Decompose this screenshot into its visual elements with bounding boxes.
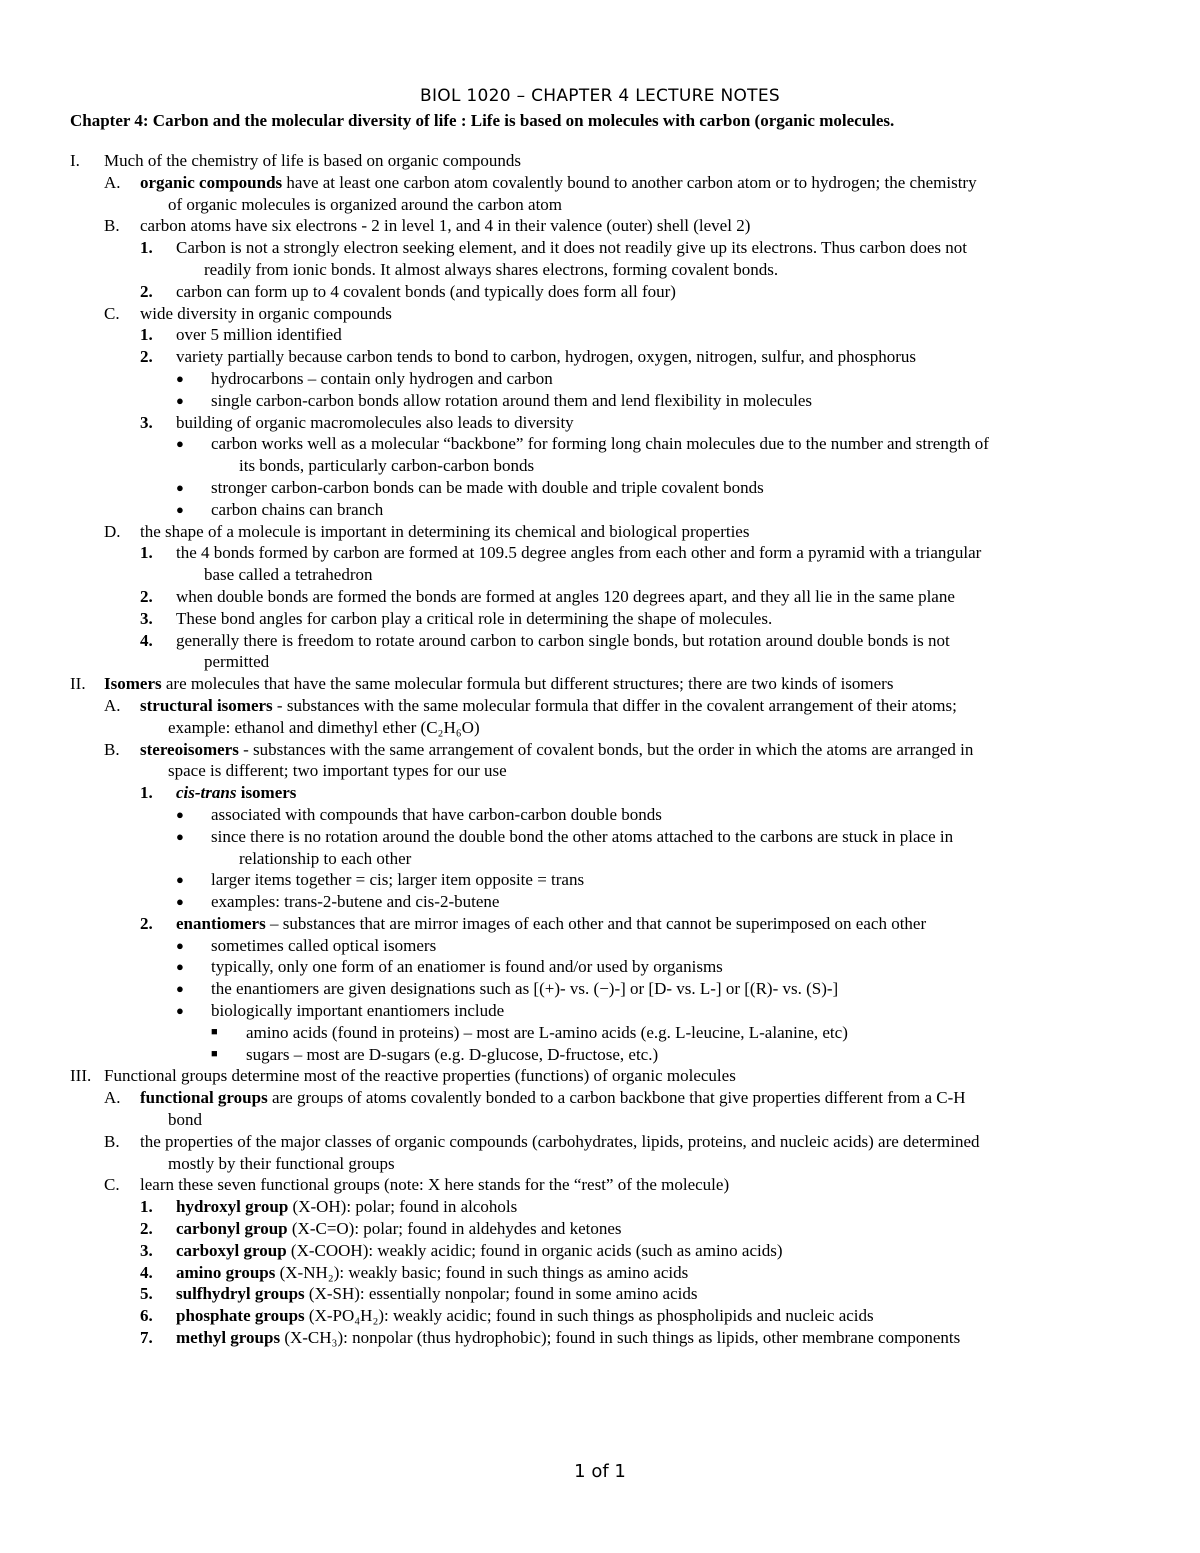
outline-text: Carbon is not a strongly electron seeking element, and it does not readily give up its electrons. Thus carbon does not [176,238,967,258]
outline-marker: ● [176,872,184,888]
outline-text: base called a tetrahedron [204,565,373,585]
outline-marker: 1. [140,783,153,803]
outline-line-continuation [0,455,1200,477]
outline-marker: A. [104,1088,121,1108]
outline-marker: 3. [140,608,153,628]
outline-text: example: ethanol and dimethyl ether (C₂H₆O) [168,717,480,737]
outline-item [0,1283,1200,1305]
outline-marker: C. [104,303,120,323]
outline-text: carbon atoms have six electrons - 2 in level 1, and 4 in their valence (outer) shell (level 2) [140,216,751,236]
outline-item [0,1174,1200,1196]
outline-marker: ● [176,981,184,997]
outline-item [0,1022,1200,1044]
outline-marker: 2. [140,281,153,301]
outline-marker: ● [176,1003,184,1019]
outline-marker: ● [176,501,184,517]
outline-item [0,477,1200,499]
outline-item [0,1262,1200,1284]
outline-item [0,281,1200,303]
term-bold: structural isomers [140,695,273,715]
outline-item [0,1240,1200,1262]
outline-item [0,412,1200,434]
term-bold: Isomers [104,674,162,694]
page-number: 1 of 1 [574,1461,626,1482]
outline-text: bond [168,1110,202,1130]
outline-text: associated with compounds that have carbon-carbon double bonds [211,804,662,824]
outline-text: stereoisomers - substances with the same arrangement of covalent bonds, but the order in which the atoms are arranged in [140,739,974,759]
outline-marker: B. [104,739,120,759]
term-bold: carbonyl group [176,1219,288,1239]
outline-item [0,1131,1200,1153]
outline-text: carbon chains can branch [211,499,384,519]
outline-text: biologically important enantiomers include [211,1001,505,1021]
outline-text: space is different; two important types for our use [168,761,507,781]
outline-item [0,956,1200,978]
outline-text: cis-trans isomers [176,783,297,803]
outline-marker: 6. [140,1306,153,1326]
outline-item [0,499,1200,521]
outline-item [0,695,1200,717]
outline-item [0,1327,1200,1349]
term-bold: stereoisomers [140,739,239,759]
outline-item [0,739,1200,761]
outline-item [0,172,1200,194]
outline-item [0,303,1200,325]
outline-text: functional groups are groups of atoms covalently bonded to a carbon backbone that give properties different from a C-H [140,1088,966,1108]
outline-marker: ● [176,479,184,495]
outline-marker: 3. [140,412,153,432]
term-bold: isomers [236,783,297,803]
outline-marker: C. [104,1175,120,1195]
outline-text: phosphate groups (X-PO₄H₂): weakly acidic; found in such things as phospholipids and nucleic acids [176,1306,874,1326]
outline-item [0,673,1200,695]
outline-marker: D. [104,521,121,541]
outline-text: carboxyl group (X-COOH): weakly acidic; found in organic acids (such as amino acids) [176,1240,783,1260]
outline-text: wide diversity in organic compounds [140,303,392,323]
term-bold: sulfhydryl groups [176,1284,305,1304]
outline-line-continuation [0,564,1200,586]
term-bold: phosphate groups [176,1306,305,1326]
outline-item [0,804,1200,826]
outline-text: methyl groups (X-CH₃): nonpolar (thus hydrophobic); found in such things as lipids, other membrane components [176,1328,961,1348]
outline-text: the shape of a molecule is important in determining its chemical and biological properties [140,521,750,541]
lecture-outline [0,150,1200,1349]
outline-item [0,150,1200,172]
outline-line-continuation [0,651,1200,673]
term-bold: amino groups [176,1262,276,1282]
outline-marker: III. [70,1066,92,1086]
outline-text: amino acids (found in proteins) – most are L-amino acids (e.g. L-leucine, L-alanine, etc) [246,1022,848,1042]
outline-line-continuation [0,760,1200,782]
outline-text: building of organic macromolecules also leads to diversity [176,412,574,432]
outline-text: carbon works well as a molecular “backbone” for forming long chain molecules due to the number and strength of [211,434,989,454]
term-bold: functional groups [140,1088,268,1108]
outline-marker: II. [70,674,86,694]
outline-text: organic compounds have at least one carbon atom covalently bound to another carbon atom or to hydrogen; the chemistry [140,172,977,192]
outline-text: Much of the chemistry of life is based on organic compounds [104,151,522,170]
outline-text: Functional groups determine most of the reactive properties (functions) of organic molecules [104,1066,736,1086]
outline-text: variety partially because carbon tends to bond to carbon, hydrogen, oxygen, nitrogen, sulfur, and phosphorus [176,347,917,367]
term-bold: enantiomers [176,913,266,933]
outline-item [0,891,1200,913]
outline-text: relationship to each other [239,848,412,868]
outline-text: sulfhydryl groups (X-SH): essentially nonpolar; found in some amino acids [176,1284,698,1304]
outline-text: enantiomers – substances that are mirror images of each other and that cannot be superimposed on each other [176,913,927,933]
outline-item [0,913,1200,935]
outline-marker: 1. [140,325,153,345]
outline-marker: A. [104,695,121,715]
outline-text: learn these seven functional groups (note: X here stands for the “rest” of the molecule) [140,1175,730,1195]
outline-line-continuation [0,1109,1200,1131]
outline-text: the 4 bonds formed by carbon are formed at 109.5 degree angles from each other and form a pyramid with a triangular [176,543,982,563]
outline-marker: A. [104,172,121,192]
outline-item [0,368,1200,390]
outline-item [0,433,1200,455]
outline-text: typically, only one form of an enatiomer is found and/or used by organisms [211,957,723,977]
outline-marker: ● [176,937,184,953]
outline-text: single carbon-carbon bonds allow rotation around them and lend flexibility in molecules [211,390,812,410]
outline-marker: ● [176,894,184,910]
outline-text: generally there is freedom to rotate around carbon to carbon single bonds, but rotation around double bonds is not [176,630,950,650]
outline-marker: 4. [140,1262,153,1282]
outline-marker: 2. [140,347,153,367]
outline-text: carbon can form up to 4 covalent bonds (and typically does form all four) [176,281,676,301]
outline-marker: 7. [140,1328,153,1348]
outline-marker: ● [176,392,184,408]
outline-item [0,782,1200,804]
outline-item [0,215,1200,237]
outline-item [0,1087,1200,1109]
term-bold: carboxyl group [176,1240,287,1260]
outline-item [0,1065,1200,1087]
outline-text: the enantiomers are given designations such as [(+)- vs. (−)-] or [D- vs. L-] or [(R)- vs. (S)-] [211,979,839,999]
outline-item [0,521,1200,543]
outline-item [0,1218,1200,1240]
outline-marker: 1. [140,238,153,258]
term-bold: organic compounds [140,172,283,192]
outline-marker: 5. [140,1284,153,1304]
outline-item [0,869,1200,891]
outline-marker: ■ [211,1025,218,1038]
outline-marker: 1. [140,1197,153,1217]
outline-marker: ● [176,959,184,975]
outline-text: examples: trans-2-butene and cis-2-butene [211,892,500,912]
outline-item [0,324,1200,346]
term-bold: hydroxyl group [176,1197,289,1217]
outline-marker: 2. [140,1219,153,1239]
outline-line-continuation [0,1153,1200,1175]
outline-text: sugars – most are D-sugars (e.g. D-glucose, D-fructose, etc.) [246,1044,659,1064]
outline-text: hydrocarbons – contain only hydrogen and carbon [211,368,553,388]
outline-text: Isomers are molecules that have the same molecular formula but different structures; there are two kinds of isomers [104,674,894,694]
outline-text: amino groups (X-NH₂): weakly basic; found in such things as amino acids [176,1262,689,1282]
outline-marker: ● [176,370,184,386]
outline-marker: 1. [140,543,153,563]
outline-marker: 4. [140,630,153,650]
outline-text: These bond angles for carbon play a critical role in determining the shape of molecules. [176,608,773,628]
page-title: BIOL 1020 – CHAPTER 4 LECTURE NOTES [420,86,780,106]
outline-text: stronger carbon-carbon bonds can be made with double and triple covalent bonds [211,477,764,497]
outline-text: when double bonds are formed the bonds are formed at angles 120 degrees apart, and they all lie in the same plane [176,586,955,606]
outline-item [0,1305,1200,1327]
outline-item [0,586,1200,608]
outline-text: of organic molecules is organized around the carbon atom [168,194,563,214]
outline-marker: 3. [140,1240,153,1260]
outline-text: permitted [204,652,270,672]
outline-item [0,630,1200,652]
outline-text: mostly by their functional groups [168,1153,395,1173]
outline-marker: 2. [140,913,153,933]
term-bold: methyl groups [176,1328,281,1348]
outline-text: over 5 million identified [176,325,342,345]
outline-item [0,935,1200,957]
outline-item [0,1196,1200,1218]
outline-item [0,978,1200,1000]
outline-item [0,346,1200,368]
outline-marker: ■ [211,1047,218,1060]
outline-line-continuation [0,194,1200,216]
outline-item [0,542,1200,564]
outline-item [0,1044,1200,1066]
outline-marker: ● [176,828,184,844]
outline-marker: B. [104,1131,120,1151]
outline-text: carbonyl group (X-C=O): polar; found in aldehydes and ketones [176,1219,622,1239]
outline-text: its bonds, particularly carbon-carbon bonds [239,456,535,476]
outline-marker: ● [176,806,184,822]
outline-item [0,1000,1200,1022]
outline-item [0,608,1200,630]
outline-text: larger items together = cis; larger item opposite = trans [211,870,585,890]
outline-text: the properties of the major classes of organic compounds (carbohydrates, lipids, proteins, and nucleic acids) are determined [140,1131,980,1151]
outline-item [0,390,1200,412]
chapter-subtitle: Chapter 4: Carbon and the molecular diversity of life : Life is based on molecules with carbon (organic molecules. [70,111,895,130]
outline-text: readily from ionic bonds. It almost always shares electrons, forming covalent bonds. [204,259,779,279]
outline-line-continuation [0,848,1200,870]
outline-item [0,237,1200,259]
outline-text: since there is no rotation around the double bond the other atoms attached to the carbons are stuck in place in [211,826,954,846]
outline-marker: 2. [140,586,153,606]
outline-marker: B. [104,216,120,236]
outline-item [0,826,1200,848]
outline-marker: ● [176,436,184,452]
outline-text: sometimes called optical isomers [211,935,437,955]
outline-text: structural isomers - substances with the same molecular formula that differ in the covalent arrangement of their atoms; [140,695,957,715]
outline-line-continuation [0,259,1200,281]
outline-line-continuation [0,717,1200,739]
outline-text: hydroxyl group (X-OH): polar; found in alcohols [176,1197,518,1217]
outline-marker: I. [70,151,80,170]
